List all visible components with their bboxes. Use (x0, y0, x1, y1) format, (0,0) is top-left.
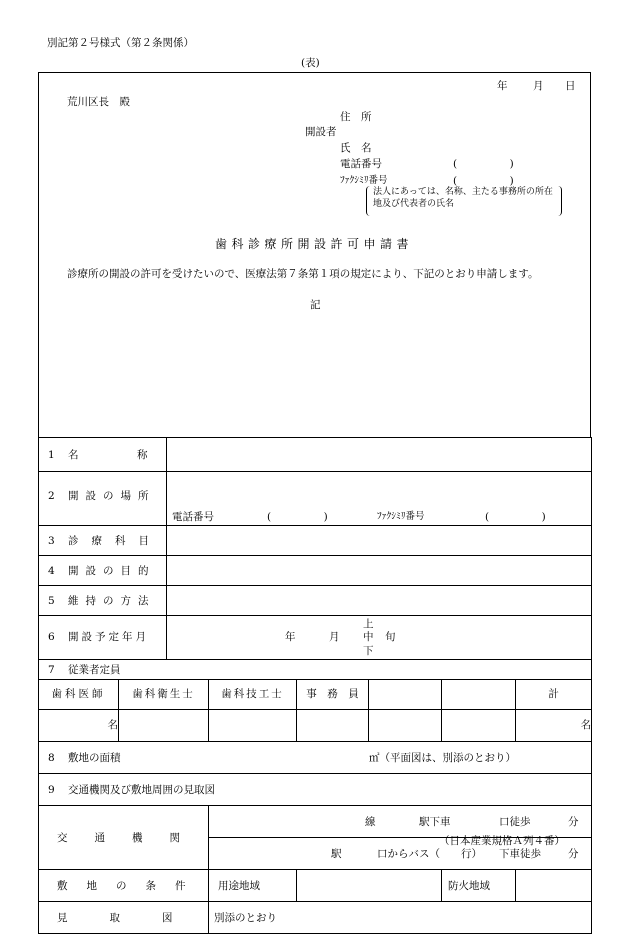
row1-number: 1 (48, 449, 55, 461)
row5-number: 5 (48, 595, 55, 607)
row1-label-cell (39, 438, 167, 472)
row6-ge: 下 (363, 645, 374, 657)
date-day: 日 (565, 80, 576, 92)
row9-number: 9 (48, 784, 55, 796)
row1-value-cell[interactable] (167, 438, 592, 472)
row9-label-cell (39, 774, 592, 806)
row-maintenance (39, 586, 592, 616)
row4-value-cell[interactable] (167, 556, 592, 586)
zoning-label: 用途地域 (218, 880, 260, 892)
site-label: 敷地の条件 (57, 880, 205, 892)
count-extra-1[interactable] (369, 710, 442, 742)
map-value: 別添のとおり (214, 912, 277, 924)
staff-technician: 歯科技工士 (209, 680, 297, 710)
transport-label-cell (39, 806, 209, 870)
site-label-cell (39, 870, 209, 902)
transport-station-alight: 駅下車 (419, 816, 451, 828)
row7-label: 従業者定員 (68, 664, 121, 676)
form-top-section (38, 72, 591, 437)
transport-station: 駅 (331, 848, 342, 860)
date-year: 年 (497, 80, 508, 92)
staff-hygienist: 歯科衛生士 (119, 680, 209, 710)
row-name (39, 438, 592, 472)
transport-label: 交通機関 (57, 832, 207, 844)
row6-number: 6 (48, 631, 55, 643)
date-month: 月 (533, 80, 544, 92)
row-transport-header (39, 774, 592, 806)
row-transport-1 (39, 806, 592, 838)
row-site-conditions (39, 870, 592, 902)
row3-value-cell[interactable] (167, 526, 592, 556)
addressee: 荒川区長 殿 (67, 96, 130, 108)
zoning-label-cell (209, 870, 297, 902)
map-label: 見取図 (57, 912, 215, 924)
row2-value-cell[interactable] (167, 472, 592, 526)
row3-label-cell (39, 526, 167, 556)
count-dentist[interactable]: 名 (39, 710, 119, 742)
row3-number: 3 (48, 535, 55, 547)
fire-value-cell[interactable] (516, 870, 592, 902)
row2-number: 2 (48, 490, 55, 502)
row6-chu: 中 (363, 631, 374, 643)
row3-label: 診療科目 (68, 535, 162, 547)
row1-label-a: 名 (68, 449, 79, 461)
row6-jo: 上 (363, 618, 374, 630)
row4-label: 開設の目的 (68, 565, 156, 577)
form-id: 別記第２号様式（第２条関係） (47, 37, 194, 49)
row8-unit: ㎡（平面図は、別添のとおり） (369, 752, 516, 764)
fax-label: ﾌｧｸｼﾐﾘ番号 (340, 175, 388, 186)
row-site-area (39, 742, 592, 774)
staff-dentist: 歯科医師 (39, 680, 119, 710)
transport-line: 線 (365, 816, 376, 828)
row6-label-cell (39, 616, 167, 660)
transport-bus: 口からバス（ 行） (377, 848, 482, 860)
row2-phone-label: 電話番号 (172, 511, 214, 523)
row-staff-header (39, 660, 592, 680)
row6-year: 年 (285, 631, 296, 643)
row6-label: 開設予定年月 (68, 631, 149, 643)
corporation-note (366, 186, 562, 216)
application-table (38, 437, 592, 934)
application-statement: 診療所の開設の許可を受けたいので、医療法第７条第１項の規定により、下記のとおり申請します。 (67, 268, 539, 280)
count-clerk[interactable] (297, 710, 369, 742)
fire-label: 防火地域 (448, 880, 490, 892)
phone-label: 電話番号 (340, 158, 382, 170)
row-staff-titles (39, 680, 592, 710)
row7-label-cell (39, 660, 592, 680)
row6-month: 月 (329, 631, 340, 643)
document-title: 歯科診療所開設許可申請書 (215, 237, 414, 251)
transport-minutes-2: 分 (568, 848, 579, 860)
row-purpose (39, 556, 592, 586)
row5-label-cell (39, 586, 167, 616)
row5-label: 維持の方法 (68, 595, 156, 607)
staff-extra-2[interactable] (442, 680, 516, 710)
transport-mouth-walk: 口徒歩 (499, 816, 531, 828)
zoning-value-cell[interactable] (297, 870, 442, 902)
fax-paren: ( ) (453, 175, 514, 187)
row6-jun: 旬 (385, 631, 396, 643)
row-location (39, 472, 592, 526)
staff-total: 計 (516, 680, 592, 710)
transport-bus-walk: 下車徒歩 (499, 848, 541, 860)
row2-fax-label: ﾌｧｸｼﾐﾘ番号 (377, 511, 425, 522)
row-departments (39, 526, 592, 556)
count-hygienist[interactable] (119, 710, 209, 742)
name-label: 氏 名 (340, 142, 372, 154)
row2-label-cell (39, 472, 167, 526)
staff-extra-1[interactable] (369, 680, 442, 710)
transport-minutes-1: 分 (568, 816, 579, 828)
row5-value-cell[interactable] (167, 586, 592, 616)
row-schedule (39, 616, 592, 660)
corp-note-line2: 地及び代表者の氏名 (373, 199, 455, 209)
row4-number: 4 (48, 565, 55, 577)
map-value-cell[interactable] (209, 902, 592, 934)
row7-number: 7 (48, 664, 55, 676)
row8-number: 8 (48, 752, 55, 764)
corp-note-line1: 法人にあっては、名称、主たる事務所の所在 (373, 187, 553, 197)
count-extra-2[interactable] (442, 710, 516, 742)
row6-value-cell[interactable] (167, 616, 592, 660)
row-staff-counts (39, 710, 592, 742)
form-footer: （日本産業規格Ａ列４番） (439, 835, 565, 847)
row9-label: 交通機関及び敷地周囲の見取図 (68, 784, 215, 796)
count-technician[interactable] (209, 710, 297, 742)
staff-clerk: 事 務 員 (297, 680, 369, 710)
applicant-label: 開設者 (305, 126, 337, 138)
transport-line-cell[interactable] (209, 806, 592, 838)
row2-phone-paren: ( ) (267, 511, 328, 523)
count-total[interactable]: 名 (516, 710, 592, 742)
row8-label: 敷地の面積 (68, 752, 121, 764)
row-site-map (39, 902, 592, 934)
row8-cell[interactable] (39, 742, 592, 774)
row1-label-b: 称 (137, 449, 148, 461)
phone-paren: ( ) (453, 158, 514, 170)
fire-label-cell (442, 870, 516, 902)
ki-mark: 記 (310, 299, 321, 311)
form-side: (表) (301, 57, 320, 69)
map-label-cell (39, 902, 215, 934)
address-label: 住 所 (340, 111, 372, 123)
row2-label: 開設の場所 (68, 490, 156, 502)
row2-fax-paren: ( ) (485, 511, 546, 523)
row4-label-cell (39, 556, 167, 586)
